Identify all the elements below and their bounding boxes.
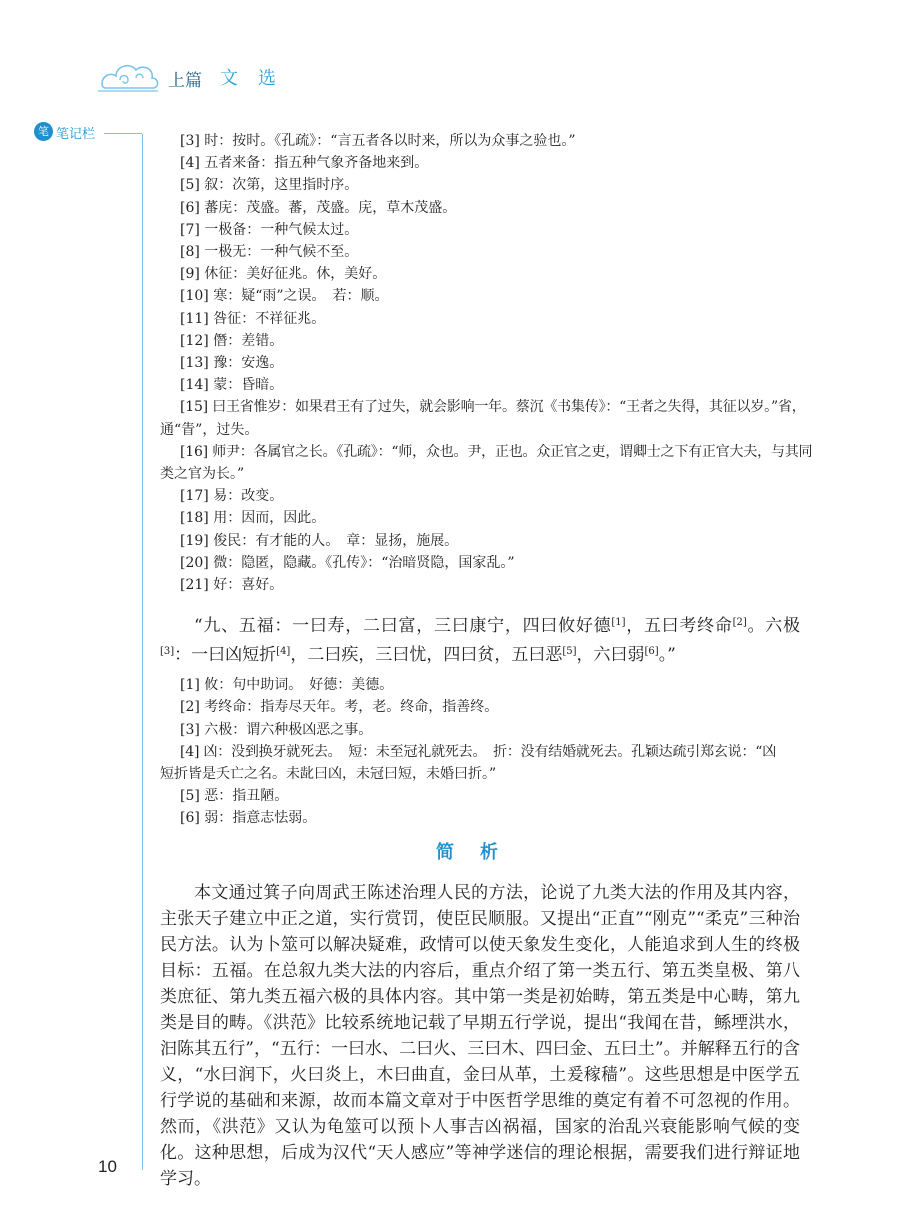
text-run: ，六曰弱 <box>576 645 645 666</box>
text-run: 。” <box>658 645 676 666</box>
footnote: [1] 攸：句中助词。 好德：美德。 <box>180 677 394 694</box>
footnote-continuation: 类之官为长。” <box>160 466 245 483</box>
footnote: [7] 一极备：一种气候太过。 <box>180 221 359 238</box>
classic-text-paragraph <box>160 610 800 668</box>
notes-rule-vertical <box>142 134 143 1170</box>
footnote: [12] 僭：差错。 <box>180 332 284 349</box>
notes-rule-horizontal <box>104 133 142 134</box>
analysis-heading: 简析 <box>436 841 524 863</box>
footnote: [6] 蕃庑：茂盛。蕃，茂盛。庑，草木茂盛。 <box>180 199 457 216</box>
footnote: [8] 一极无：一种气候不至。 <box>180 244 359 261</box>
footnote-ref: [3] <box>160 646 175 658</box>
footnote: [3] 时：按时。《孔疏》：“言五者各以时来，所以为众事之验也。” <box>180 133 576 149</box>
section-title: 文选 <box>220 68 296 88</box>
text-run: ，五曰考终命 <box>625 616 733 637</box>
footnote: [16] 师尹：各属官之长。《孔疏》：“师，众也。尹，正也。众正官之吏，谓卿士之下有正官大夫，与其同 <box>180 443 813 460</box>
footnote: [10] 寒：疑“雨”之误。 若：顺。 <box>180 288 389 305</box>
footnote-ref: [1] <box>611 617 626 629</box>
footnote: [4] 凶：没到换牙就死去。 短：未至冠礼就死去。 折：没有结婚就死去。孔颖达疏引郑玄说：“凶 <box>180 743 777 760</box>
footnote: [5] 恶：指丑陋。 <box>180 788 289 805</box>
notes-label: 笔记栏 <box>56 127 96 142</box>
book-part-title: 上篇 <box>168 71 202 90</box>
footnote-ref: [6] <box>644 646 659 658</box>
footnote: [2] 考终命：指寿尽天年。考，老。终命，指善终。 <box>180 699 499 716</box>
footnote: [19] 俊民：有才能的人。 章：显扬，施展。 <box>180 532 459 549</box>
footnote: [4] 五者来备：指五种气象齐备地来到。 <box>180 155 429 172</box>
page-content <box>160 130 813 1192</box>
footnote: [6] 弱：指意志怯弱。 <box>180 810 317 827</box>
footnote-ref: [2] <box>732 617 747 629</box>
text-run: “九、五福：一曰寿，二曰富，三曰康宁，四曰攸好德 <box>194 616 612 637</box>
footnote: [9] 休征：美好征兆。休，美好。 <box>180 266 387 283</box>
page-number: 10 <box>98 1157 117 1176</box>
footnote: [18] 用：因而，因此。 <box>180 510 326 527</box>
footnote: [21] 好：喜好。 <box>180 577 284 594</box>
footnote: [5] 叙：次第，这里指时序。 <box>180 177 359 194</box>
footnote: [3] 六极：谓六种极凶恶之事。 <box>180 721 373 738</box>
footnote-ref: [5] <box>562 646 577 658</box>
footnote-continuation: 通“眚”，过失。 <box>160 421 259 438</box>
text-run: 。六极 <box>746 616 800 637</box>
text-run: ：一曰凶短折 <box>174 645 277 666</box>
footnote: [13] 豫：安逸。 <box>180 355 284 372</box>
footnote: [17] 易：改变。 <box>180 488 284 505</box>
footnote: [11] 咎征：不祥征兆。 <box>180 310 326 327</box>
footnote: [20] 微：隐匿，隐藏。《孔传》：“治暗贤隐，国家乱。” <box>180 554 515 571</box>
footnote: [15] 曰王省惟岁：如果君王有了过失，就会影响一年。蔡沉《书集传》：“王者之失得，其征以岁。”省， <box>180 399 806 416</box>
pen-note-icon: 笔 <box>34 122 53 141</box>
analysis-paragraph: 本文通过箕子向周武王陈述治理人民的方法，论说了九类大法的作用及其内容，主张天子建立中正之道，实行赏罚，使臣民顺服。又提出“正直”“刚克”“柔克”三种治民方法。认为卜筮可以解决疑难，政情可以使天象发生变化，人能追求到人生的终极目标：五福。在总叙九类大法的内容后，重点介绍了第一类五行、第五类皇极、第八类庶征、第九类五福六极的具体内容。其中第一类是初始畴，第五类是中心畴，第九类是目的畴。《洪范》比较系统地记载了早期五行学说，提出“我闻在昔，鲧堙洪水，汩陈其五行”，“五行：一曰水、二曰火、三曰木、四曰金、五曰土”。并解释五行的含义，“水曰润下，火曰炎上，木曰曲直，金曰从革，土爰稼穑”。这些思想是中医学五行学说的基础和来源，故而本篇文章对于中医哲学思维的奠定有着不可忽视的作用。然而，《洪范》又认为龟筮可以预卜人事吉凶祸福，国家的治乱兴衰能影响气候的变化。这种思想，后成为汉代“天人感应”等神学迷信的理论根据，需要我们进行辩证地学习。 <box>160 882 800 1189</box>
text-run: ，二曰疾，三曰忧，四曰贫，五曰恶 <box>290 645 563 666</box>
footnote-ref: [4] <box>276 646 291 658</box>
footnote-continuation: 短折皆是夭亡之名。未龀曰凶，未冠曰短，未婚曰折。” <box>160 766 497 783</box>
notes-column-label <box>34 122 154 142</box>
page-header <box>98 58 398 98</box>
footnote: [14] 蒙：昏暗。 <box>180 377 284 394</box>
cloud-ornament-icon <box>98 58 164 94</box>
